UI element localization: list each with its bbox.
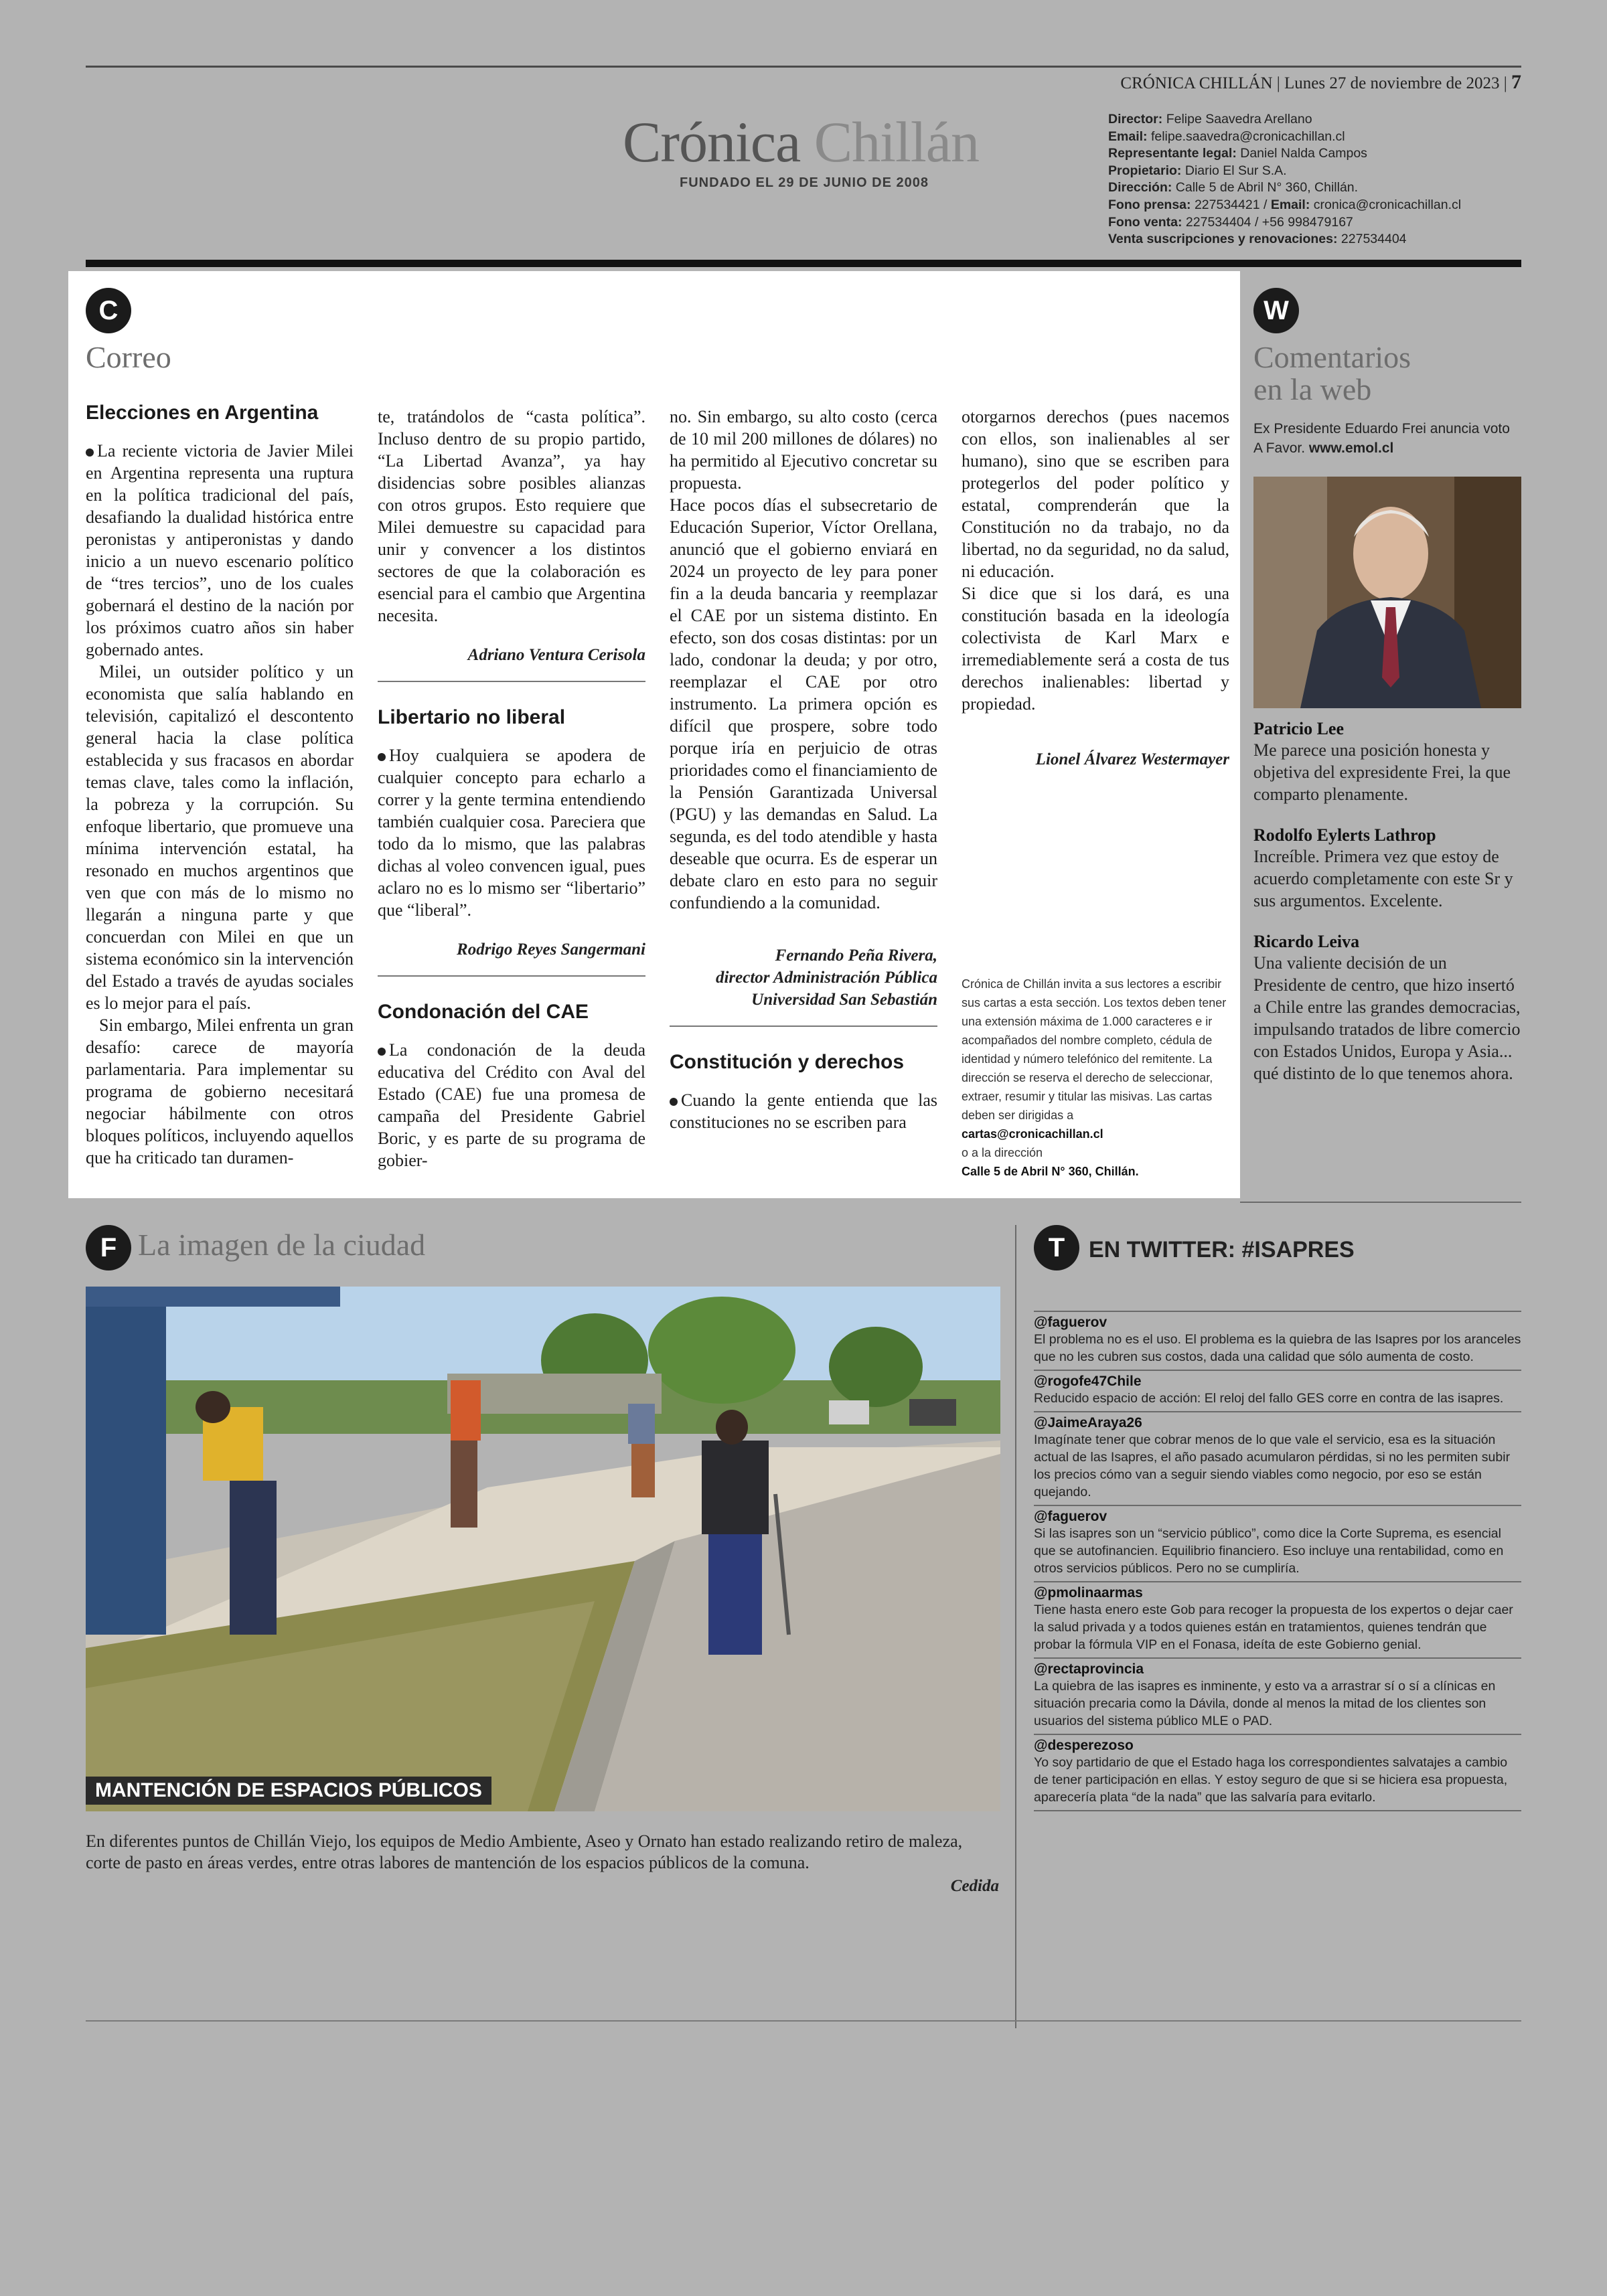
- letter-signature: Fernando Peña Rivera, director Administración Pública Universidad San Sebastián: [715, 947, 937, 1009]
- commenter-name: Rodolfo Eylerts Lathrop: [1253, 825, 1436, 845]
- page-header-section: CRÓNICA CHILLÁN: [1120, 74, 1273, 92]
- ciudad-caption: En diferentes puntos de Chillán Viejo, los equipos de Medio Ambiente, Aseo y Ornato han estado realizando retiro de maleza, corte de pasto en áreas verdes, entre otras labores de mantención de los espacios públicos de la comuna.: [86, 1831, 963, 1872]
- web-intro-link[interactable]: www.emol.cl: [1308, 440, 1394, 456]
- letter-paragraph: te, tratándolos de “casta política”. Incluso dentro de su propio partido, “La Libertad Avanza”, ya hay disidencias sobre posibles alianzas con otros grupos. Esto requiere que Milei demuestre su capacidad para unir y convencer a los distintos sectores de que la colaboración es esencial para el cambio que Argentina necesita.: [378, 407, 645, 625]
- tweet: [1034, 1311, 1521, 1370]
- staff-line: Propietario: Diario El Sur S.A.: [1108, 163, 1287, 178]
- correo-section-title: Correo: [86, 340, 171, 374]
- letter-separator: [378, 975, 645, 977]
- masthead-name-part1: Crónica: [623, 110, 801, 174]
- letter-paragraph: no. Sin embargo, su alto costo (cerca de 10 mil 200 millones de dólares) no ha permitido al Ejecutivo concretar su propuesta.: [670, 407, 937, 493]
- staff-line: Representante legal: Daniel Nalda Campos: [1108, 146, 1367, 161]
- staff-line: Dirección: Calle 5 de Abril N° 360, Chillán.: [1108, 180, 1359, 195]
- tweet: [1034, 1581, 1521, 1657]
- letter-paragraph: Sin embargo, Milei enfrenta un gran desafío: carece de mayoría parlamentaria. Para implementar su programa de gobierno necesitará negociar hábilmente con otros bloques políticos, incluyendo aquellos que ha criticado tan duramen-: [86, 1015, 354, 1167]
- letter-paragraph: Cuando la gente entienda que las constituciones no se escriben para: [670, 1090, 937, 1132]
- tweet: [1034, 1370, 1521, 1411]
- page-number: 7: [1511, 71, 1521, 93]
- tweet-handle[interactable]: @faguerov: [1034, 1315, 1107, 1330]
- worker-figure: [628, 1404, 655, 1497]
- tweet: [1034, 1734, 1521, 1811]
- page-header: CRÓNICA CHILLÁN | Lunes 27 de noviembre de 2023 | 7: [1120, 71, 1521, 93]
- tweet-handle[interactable]: @pmolinaarmas: [1034, 1585, 1143, 1601]
- web-section-title: Comentarios en la web: [1253, 340, 1411, 407]
- worker-figure: [451, 1380, 481, 1528]
- letter-signature: Lionel Álvarez Westermayer: [1035, 750, 1229, 768]
- frei-photo: [1253, 477, 1521, 708]
- letter-paragraph: otorgarnos derechos (pues nacemos con ellos, son inalienables al ser humano), sino que se escriben para protegerlos del poder político y estatal, comprenderán que la Constitución no da trabajo, no da libertad, no da seguridad, no da salud, ni educación.: [962, 407, 1229, 581]
- letters-address: Calle 5 de Abril N° 360, Chillán.: [962, 1165, 1139, 1178]
- letter-headline: Condonación del CAE: [378, 1001, 589, 1023]
- tweet-text: Reducido espacio de acción: El reloj del fallo GES corre en contra de las isapres.: [1034, 1391, 1504, 1406]
- bullet-icon: [378, 753, 386, 761]
- tweet-handle[interactable]: @faguerov: [1034, 1509, 1107, 1524]
- tweet-text: Yo soy partidario de que el Estado haga los correspondientes salvatajes a cambio de tener participación en ellas. Y estoy seguro de que si se hiciera esa propuesta, aparecería plata “de la nada” que las salvaría para evitarlo.: [1034, 1755, 1508, 1805]
- tweet-handle[interactable]: @JaimeAraya26: [1034, 1415, 1142, 1430]
- masthead-bar: [86, 260, 1521, 267]
- tweet-handle[interactable]: @desperezoso: [1034, 1738, 1134, 1753]
- correo-column-1: [86, 402, 354, 1169]
- ciudad-section-icon: F: [86, 1225, 131, 1270]
- letter-paragraph: Hoy cualquiera se apodera de cualquier concepto para echarlo a correr y la gente termina entendiendo también cualquier cosa. Pareciera que todo da lo mismo, que las palabras dichas al voleo convencen igual, pues aclaro no es lo mismo ser “libertario” que “liberal”.: [378, 746, 645, 920]
- lower-rule: [1240, 1202, 1521, 1203]
- masthead-name-part2: Chillán: [814, 110, 979, 174]
- letter-separator: [378, 681, 645, 682]
- street-illustration: [86, 1287, 1000, 1811]
- comment-text: Increíble. Primera vez que estoy de acuerdo completamente con este Sr y sus argumentos. Excelente.: [1253, 847, 1513, 910]
- tweets-list: [1034, 1311, 1521, 1811]
- commenter-name: Patricio Lee: [1253, 719, 1344, 738]
- letter-headline: Elecciones en Argentina: [86, 402, 319, 424]
- letter-paragraph: Si dice que si los dará, es una constitución basada en la ideología colectivista de Karl Marx e irremediablemente será a costa de tus derechos inalienables: libertad y propiedad.: [962, 584, 1229, 714]
- letter-paragraph: La reciente victoria de Javier Milei en Argentina representa una ruptura en la política tradicional del país, desafiando la dualidad histórica entre peronistas y antiperonistas y dando inicio a un nuevo escenario político de “tres tercios”, uno de los cuales gobernará el destino de la nación por los próximos cuatro años sin haber gobernado antes.: [86, 441, 354, 659]
- tweet-handle[interactable]: @rogofe47Chile: [1034, 1374, 1142, 1389]
- tweet-handle[interactable]: @rectaprovincia: [1034, 1661, 1144, 1677]
- twitter-section-icon: T: [1034, 1225, 1079, 1270]
- letter-signature: Rodrigo Reyes Sangermani: [457, 940, 645, 959]
- web-comments-list: [1253, 719, 1521, 1084]
- letter-paragraph: Hace pocos días el subsecretario de Educación Superior, Víctor Orellana, anunció que el gobierno enviará en 2024 un proyecto de ley para poner fin a la deuda bancaria y reemplazar el CAE por un sistema distinto. En efecto, son dos cosas distintas: por un lado, condonar la deuda; y por otro, reemplazar el CAE por otro instrumento. La primera opción es difícil que prospere, sobre todo porque iría en perjuicio de otras prioridades como el financiamiento de la Pensión Garantizada Universal (PGU) y las demandas en Salud. La segunda, es del todo atendible y hasta deseable que ocurra. Es de esperar un debate claro en esto para no seguir confundiendo a la comunidad.: [670, 495, 937, 912]
- bullet-icon: [670, 1098, 678, 1106]
- letter-paragraph: Milei, un outsider político y un economista que salía hablando en televisión, capitalizó el descontento general hacia la clase política establecida y sus fracasos en abordar temas clave, tales como la inflación, la pobreza y la corrupción. Su enfoque libertario, que promueve una mínima intervención estatal, ha resonado en muchos argentinos que ven que con más de lo mismo no llegarán a ninguna parte y que concuerdan con Milei en que un sistema económico sin la intervención del Estado a través de ayudas sociales es lo mejor para el país.: [86, 662, 354, 1013]
- staff-box: [1108, 111, 1461, 248]
- staff-line: Venta suscripciones y renovaciones: 227534404: [1108, 232, 1407, 247]
- ciudad-photo: [86, 1287, 1000, 1811]
- staff-line: Email: felipe.saavedra@cronicachillan.cl: [1108, 129, 1345, 144]
- web-comment: [1253, 825, 1521, 912]
- twitter-section-title: EN TWITTER: #ISAPRES: [1089, 1237, 1355, 1262]
- tweet-text: Tiene hasta enero este Gob para recoger la propuesta de los expertos o dejar caer la salud privada y a todos quienes están en tratamientos, quienes tendrán que probar la fórmula VIP en el Fonasa, ideíta de este Gobierno genial.: [1034, 1603, 1513, 1652]
- photo-label: MANTENCIÓN DE ESPACIOS PÚBLICOS: [86, 1777, 491, 1805]
- letters-email[interactable]: cartas@cronicachillan.cl: [962, 1127, 1103, 1141]
- tweet-text: Imagínate tener que cobrar menos de lo que vale el servicio, esa es la situación actual de las Isapres, el año pasado acumularon pérdidas, si no les permiten subir los precios cómo van a seguir siendo viables como negocio, por eso se están quejando.: [1034, 1432, 1511, 1499]
- web-intro: Ex Presidente Eduardo Frei anuncia voto A Favor. www.emol.cl: [1253, 421, 1510, 456]
- correo-column-4: [962, 406, 1229, 770]
- correo-column-2: [378, 406, 645, 1171]
- tweet-text: Si las isapres son un “servicio público”, como dice la Corte Suprema, es esencial que se autofinancien. Equilibrio financiero. Eso incluye una rentabilidad, como en otros servicios públicos. Pero no se cumpliría.: [1034, 1526, 1504, 1576]
- bottom-rule: [86, 2020, 1521, 2022]
- staff-line: Fono prensa: 227534421 / Email: cronica@cronicachillan.cl: [1108, 197, 1462, 212]
- letter-headline: Libertario no liberal: [378, 706, 566, 728]
- tweet: [1034, 1505, 1521, 1581]
- top-rule: [86, 66, 1521, 68]
- column-divider: [1015, 1225, 1016, 2028]
- letter-signature: Adriano Ventura Cerisola: [467, 646, 645, 664]
- commenter-name: Ricardo Leiva: [1253, 932, 1360, 951]
- portrait-illustration: [1253, 477, 1521, 708]
- correo-column-3: [670, 406, 937, 1133]
- tweet-text: La quiebra de las isapres es inminente, y esto va a arrastrar sí o sí a clínicas en situación precaria como la Dávila, donde al menos la mitad de los clientes son usuarios del sistema público MLE o PAD.: [1034, 1679, 1496, 1728]
- web-comment: [1253, 719, 1521, 805]
- letter-headline: Constitución y derechos: [670, 1051, 905, 1073]
- masthead-logo: [623, 108, 979, 175]
- staff-line: Director: Felipe Saavedra Arellano: [1108, 112, 1312, 127]
- bullet-icon: [86, 448, 94, 457]
- letter-paragraph: La condonación de la deuda educativa del Crédito con Aval del Estado (CAE) fue una promesa de campaña del Presidente Gabriel Boric, y es parte de su programa de gobier-: [378, 1040, 645, 1170]
- bullet-icon: [378, 1048, 386, 1056]
- page-header-date: Lunes 27 de noviembre de 2023: [1284, 74, 1500, 92]
- web-section-icon: W: [1253, 288, 1299, 333]
- letters-notice: Crónica de Chillán invita a sus lectores a escribir sus cartas a esta sección. Los textos deben tener una extensión máxima de 1.000 caracteres e ir acompañados del nombre completo, cédula de identidad y número telefónico del remitente. La dirección se reserva el derecho de seleccionar, extraer, resumir y titular las misivas. Las cartas deben ser dirigidas a cartas@cronicachillan.cl o a la dirección Calle 5 de Abril N° 360, Chillán.: [962, 977, 1227, 1178]
- web-comment: [1253, 932, 1521, 1084]
- tweet: [1034, 1657, 1521, 1734]
- comment-text: Una valiente decisión de un Presidente de centro, que hizo insertó a Chile entre las grandes democracias, impulsando tratados de libre comercio con Estados Unidos, Europa y Asia... qué distinto de lo que tenemos ahora.: [1253, 953, 1521, 1083]
- tweet-text: El problema no es el uso. El problema es la quiebra de las Isapres por los aranceles que no les cubren sus costos, dada una calidad que sólo aumenta de costo.: [1034, 1332, 1521, 1364]
- ciudad-section-title: La imagen de la ciudad: [138, 1228, 426, 1262]
- masthead-founded: FUNDADO EL 29 DE JUNIO DE 2008: [680, 175, 929, 190]
- tweet: [1034, 1411, 1521, 1505]
- letter-separator: [670, 1026, 937, 1027]
- comment-text: Me parece una posición honesta y objetiva del expresidente Frei, la que comparto plenamente.: [1253, 740, 1511, 804]
- staff-line: Fono venta: 227534404 / +56 998479167: [1108, 214, 1353, 230]
- photo-credit: Cedida: [950, 1877, 999, 1895]
- correo-section-icon: C: [86, 288, 131, 333]
